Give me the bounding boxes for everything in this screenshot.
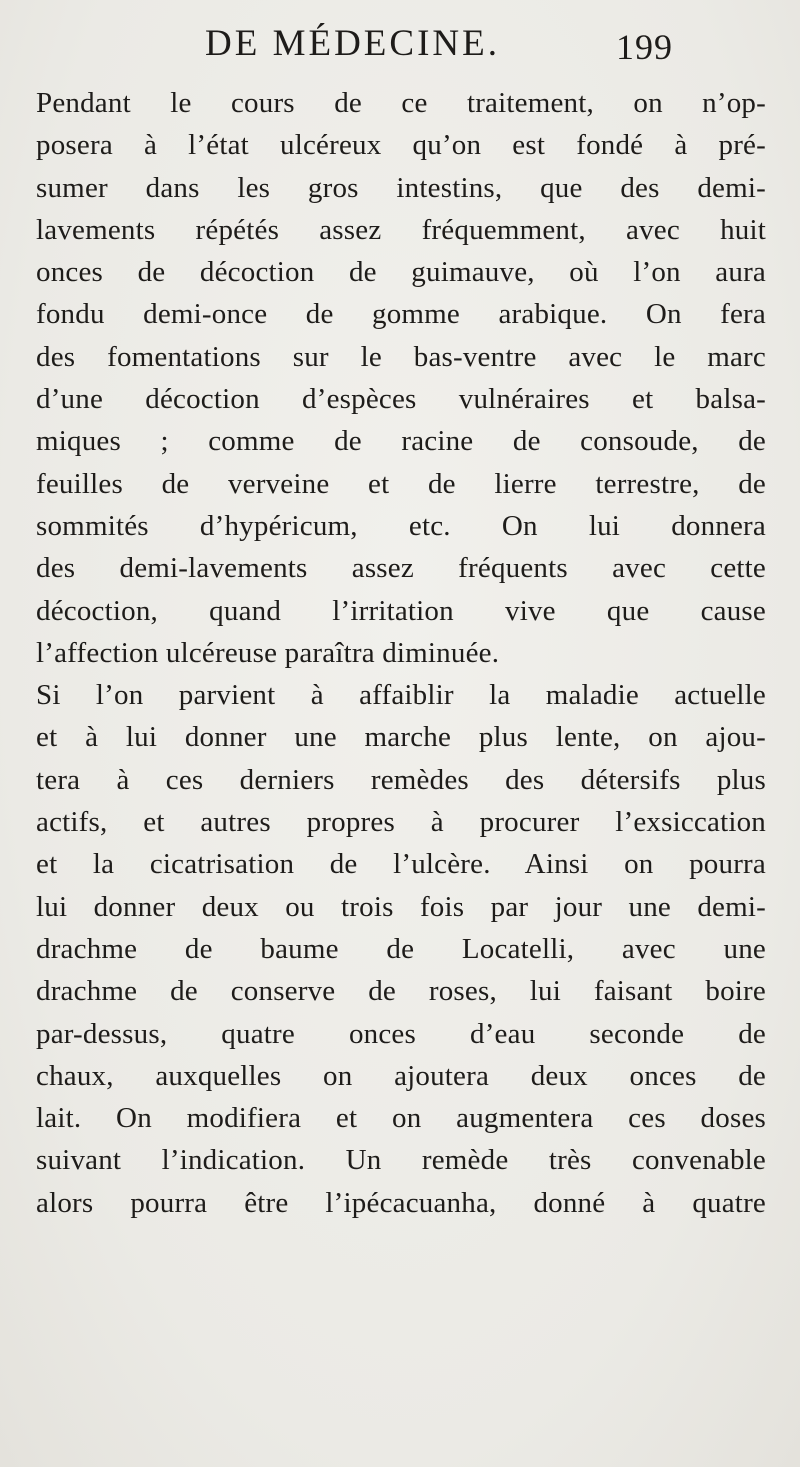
text-line: miques ; comme de racine de consoude, de [36, 425, 766, 458]
text-line: décoction, quand l’irritation vive que cause [36, 594, 766, 627]
text-line: sumer dans les gros intestins, que des demi- [36, 171, 766, 204]
text-line: par-dessus, quatre onces d’eau seconde de [36, 1017, 766, 1050]
text-line: et la cicatrisation de l’ulcère. Ainsi on pourra [36, 848, 766, 881]
text-line: tera à ces derniers remèdes des détersifs plus [36, 763, 766, 796]
page-number: 199 [616, 27, 673, 67]
text-line: sommités d’hypéricum, etc. On lui donnera [36, 509, 766, 542]
text-line: Si l’on parvient à affaiblir la maladie actuelle [36, 679, 766, 712]
text-line: drachme de conserve de roses, lui faisant boire [36, 975, 766, 1008]
running-title: DE MÉDECINE. [205, 23, 500, 64]
text-line: feuilles de verveine et de lierre terrestre, de [36, 467, 766, 500]
text-line: des demi-lavements assez fréquents avec cette [36, 552, 766, 585]
text-line: chaux, auxquelles on ajoutera deux onces de [36, 1059, 766, 1092]
text-line: lavements répétés assez fréquemment, avec huit [36, 213, 766, 246]
text-line: et à lui donner une marche plus lente, on ajou- [36, 721, 766, 754]
text-line: posera à l’état ulcéreux qu’on est fondé à pré- [36, 129, 766, 162]
text-line: alors pourra être l’ipécacuanha, donné à quatre [36, 1186, 766, 1219]
text-line: lait. On modifiera et on augmentera ces doses [36, 1102, 766, 1135]
text-line: lui donner deux ou trois fois par jour une demi- [36, 890, 766, 923]
text-line: suivant l’indication. Un remède très convenable [36, 1144, 766, 1177]
text-line: drachme de baume de Locatelli, avec une [36, 932, 766, 965]
body-text [36, 82, 766, 1224]
page-header [0, 22, 800, 72]
text-line: fondu demi-once de gomme arabique. On fera [36, 298, 766, 331]
text-line: onces de décoction de guimauve, où l’on aura [36, 256, 766, 289]
text-line: des fomentations sur le bas-ventre avec le marc [36, 340, 766, 373]
text-line: d’une décoction d’espèces vulnéraires et balsa- [36, 383, 766, 416]
text-line: Pendant le cours de ce traitement, on n’op- [36, 87, 766, 119]
text-line: l’affection ulcéreuse paraîtra diminuée. [36, 636, 500, 669]
text-line: actifs, et autres propres à procurer l’exsiccation [36, 806, 766, 839]
